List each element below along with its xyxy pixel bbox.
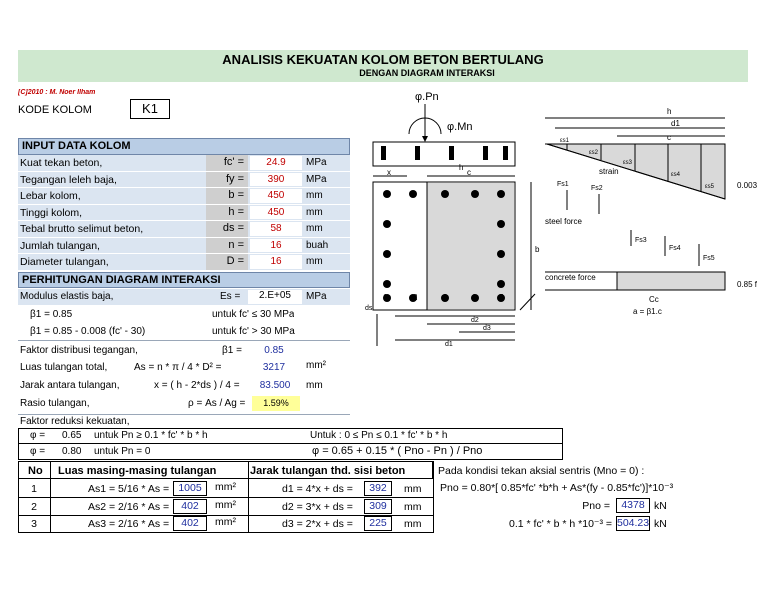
phi-formula: φ = 0.65 + 0.15 * ( Pno - Pn ) / Pno	[312, 445, 483, 457]
jarak-label: Jarak antara tulangan,	[20, 380, 120, 391]
input-label: Jumlah tulangan,	[20, 239, 100, 252]
lbl-idx2: 2	[413, 293, 418, 302]
th-no: No	[28, 465, 43, 477]
lbl-steel-force: steel force	[545, 217, 582, 226]
page-subtitle: DENGAN DIAGRAM INTERAKSI	[359, 68, 495, 78]
faktor-value: 0.85	[264, 345, 284, 356]
input-value[interactable]: 58	[250, 222, 302, 236]
es-sym: Es =	[220, 291, 241, 302]
phi1-val: 0.65	[62, 430, 82, 441]
limit-value: 504.23	[617, 517, 650, 529]
row-no: 3	[31, 518, 37, 530]
row-no: 2	[31, 500, 37, 513]
input-value[interactable]: 450	[250, 206, 302, 220]
d-formula: d3 = 2*x + ds =	[282, 518, 353, 530]
col-divider	[433, 461, 434, 533]
lbl-d1-top: d1	[671, 119, 680, 128]
input-symbol: fy =	[206, 172, 248, 188]
d-unit: mm	[404, 483, 422, 495]
input-symbol: D =	[206, 254, 248, 270]
lbl-Cc: Cc	[649, 295, 659, 304]
beta1-a-cond: untuk fc' ≤ 30 MPa	[212, 309, 295, 320]
kode-label: KODE KOLOM	[18, 104, 92, 116]
input-unit: mm	[306, 223, 323, 234]
as-value: 1005	[173, 481, 207, 496]
lbl-c: c	[467, 168, 471, 177]
lbl-Fs5: Fs5	[703, 255, 715, 262]
faktor-label: Faktor distribusi tegangan,	[20, 345, 138, 356]
lbl-ds: ds	[365, 305, 373, 312]
lbl-es5: εs5	[705, 184, 715, 190]
concrete-block	[617, 272, 725, 290]
input-value[interactable]: 16	[250, 255, 302, 269]
d-unit: mm	[404, 518, 422, 530]
rasio-label: Rasio tulangan,	[20, 398, 90, 409]
input-value[interactable]: 390	[250, 173, 302, 187]
input-unit: mm	[306, 256, 323, 267]
phi1-cond: untuk Pn ≥ 0.1 * fc' * b * h	[94, 430, 208, 441]
page-title: ANALISIS KEKUATAN KOLOM BETON BERTULANG	[222, 52, 544, 67]
lbl-b: b	[535, 245, 540, 254]
input-symbol: ds =	[206, 221, 248, 237]
as-unit: mm²	[215, 498, 236, 511]
input-label: Lebar kolom,	[20, 190, 81, 202]
pno-value: 4378	[616, 498, 650, 513]
lbl-idx1: 1	[383, 293, 388, 302]
input-section-header: INPUT DATA KOLOM	[18, 138, 350, 155]
th-jarak: Jarak tulangan thd. sisi beton	[250, 465, 406, 477]
input-unit: MPa	[306, 157, 327, 168]
as-value: 402	[173, 516, 207, 531]
interaction-diagram	[355, 84, 768, 346]
copyright: [C]2010 : M. Noer Ilham	[18, 89, 96, 96]
th-luas: Luas masing-masing tulangan	[58, 465, 217, 477]
divider	[18, 340, 350, 341]
as-formula: As2 = 2/16 * As =	[88, 500, 170, 513]
lbl-es2: εs2	[589, 150, 599, 156]
pno-unit: kN	[654, 500, 667, 512]
input-unit: buah	[306, 239, 329, 251]
lbl-a-eq: a = β1.c	[633, 307, 662, 316]
beta1-b-cond: untuk fc' > 30 MPa	[212, 326, 295, 337]
luas-label: Luas tulangan total,	[20, 362, 108, 373]
input-value[interactable]: 24.9	[250, 156, 302, 170]
kode-value[interactable]: K1	[130, 99, 170, 119]
as-unit: mm²	[215, 481, 236, 493]
beta1-b: β1 = 0.85 - 0.008 (fc' - 30)	[30, 326, 146, 337]
limit-label: 0.1 * fc' * b * h *10⁻³ =	[509, 518, 612, 530]
phi2-cond: untuk Pn = 0	[94, 446, 151, 457]
input-unit: mm	[306, 206, 323, 218]
lbl-x: x	[387, 168, 391, 177]
lbl-strain: strain	[599, 167, 619, 176]
luas-unit: mm²	[306, 360, 326, 371]
lbl-d3: d3	[483, 325, 491, 332]
input-symbol: n =	[206, 238, 248, 254]
lbl-h: h	[667, 107, 672, 116]
d-unit: mm	[404, 500, 422, 513]
input-unit: mm	[306, 190, 323, 201]
d-value: 225	[364, 516, 392, 531]
lbl-es3: εs3	[623, 160, 633, 166]
d-value: 392	[364, 481, 392, 496]
section-strip	[373, 142, 515, 166]
lbl-phi-pn: φ.Pn	[415, 91, 439, 103]
input-label: Diameter tulangan,	[20, 256, 109, 268]
sentris-title: Pada kondisi tekan aksial sentris (Mno = 0) :	[438, 465, 645, 477]
untuk-text: Untuk : 0 ≤ Pn ≤ 0.1 * fc' * b * h	[310, 430, 448, 441]
calc-section-header: PERHITUNGAN DIAGRAM INTERAKSI	[18, 272, 350, 288]
pno-label: Pno =	[582, 500, 610, 512]
limit-unit: kN	[654, 518, 667, 530]
lbl-idx3: 3	[443, 293, 448, 302]
divider	[18, 414, 350, 415]
as-unit: mm²	[215, 516, 236, 528]
input-unit: MPa	[306, 173, 327, 185]
rasio-formula: ρ = As / Ag =	[188, 398, 246, 409]
input-symbol: h =	[206, 205, 248, 221]
faktor-sym: β1 =	[222, 345, 242, 356]
reduksi-label: Faktor reduksi kekuatan,	[20, 416, 130, 427]
lbl-es1: εs1	[560, 138, 570, 144]
lbl-d2: d2	[471, 317, 479, 324]
input-label: Tebal brutto selimut beton,	[20, 223, 144, 235]
input-label: Tinggi kolom,	[20, 206, 83, 219]
as-formula: As3 = 2/16 * As =	[88, 518, 170, 530]
sentris-formula: Pno = 0.80*[ 0.85*fc' *b*h + As*(fy - 0.85*fc')]*10⁻³	[440, 482, 674, 494]
lbl-h-sec: h	[459, 163, 464, 172]
phi2-val: 0.80	[62, 446, 82, 457]
lbl-c-top: c	[667, 133, 671, 142]
jarak-unit: mm	[306, 380, 323, 391]
input-label: Kuat tekan beton,	[20, 157, 103, 169]
table-row	[18, 532, 433, 533]
es-label: Modulus elastis baja,	[20, 291, 114, 302]
d-formula: d2 = 3*x + ds =	[282, 500, 353, 513]
d-formula: d1 = 4*x + ds =	[282, 483, 353, 495]
phi2-sym: φ =	[30, 446, 46, 457]
es-value[interactable]: 2.E+05	[248, 290, 302, 304]
row-no: 1	[31, 483, 37, 495]
lbl-Fs4: Fs4	[669, 245, 681, 252]
beta1-a: β1 = 0.85	[30, 309, 73, 320]
jarak-formula: x = ( h - 2*ds ) / 4 =	[154, 380, 240, 391]
as-value: 402	[173, 499, 207, 514]
lbl-idx4: 4	[471, 293, 476, 302]
es-unit: MPa	[306, 291, 327, 302]
lbl-d1: d1	[445, 341, 453, 346]
luas-formula: As = n * π / 4 * D² =	[134, 362, 222, 373]
input-value[interactable]: 450	[250, 189, 302, 203]
lbl-es4: εs4	[671, 172, 681, 178]
lbl-Fs1: Fs1	[557, 181, 569, 188]
lbl-idx5: 5	[499, 293, 504, 302]
input-symbol: fc' =	[206, 155, 248, 171]
lbl-fc085: 0.85 f	[737, 280, 758, 289]
lbl-Fs2: Fs2	[591, 185, 603, 192]
lbl-Fs3: Fs3	[635, 237, 647, 244]
lbl-concrete-force: concrete force	[545, 273, 596, 282]
input-symbol: b =	[206, 188, 248, 204]
luas-value: 3217	[262, 362, 286, 373]
compression-zone	[427, 183, 514, 309]
input-label: Tegangan leleh baja,	[20, 173, 117, 186]
as-formula: As1 = 5/16 * As =	[88, 483, 170, 495]
lbl-eps-cu: 0.003	[737, 181, 758, 190]
jarak-value: 83.500	[259, 380, 291, 391]
d-value: 309	[364, 499, 392, 514]
phi1-sym: φ =	[30, 430, 46, 441]
rasio-value: 1.59%	[252, 396, 300, 411]
lbl-phi-mn: φ.Mn	[447, 121, 473, 133]
input-value[interactable]: 16	[250, 239, 302, 253]
